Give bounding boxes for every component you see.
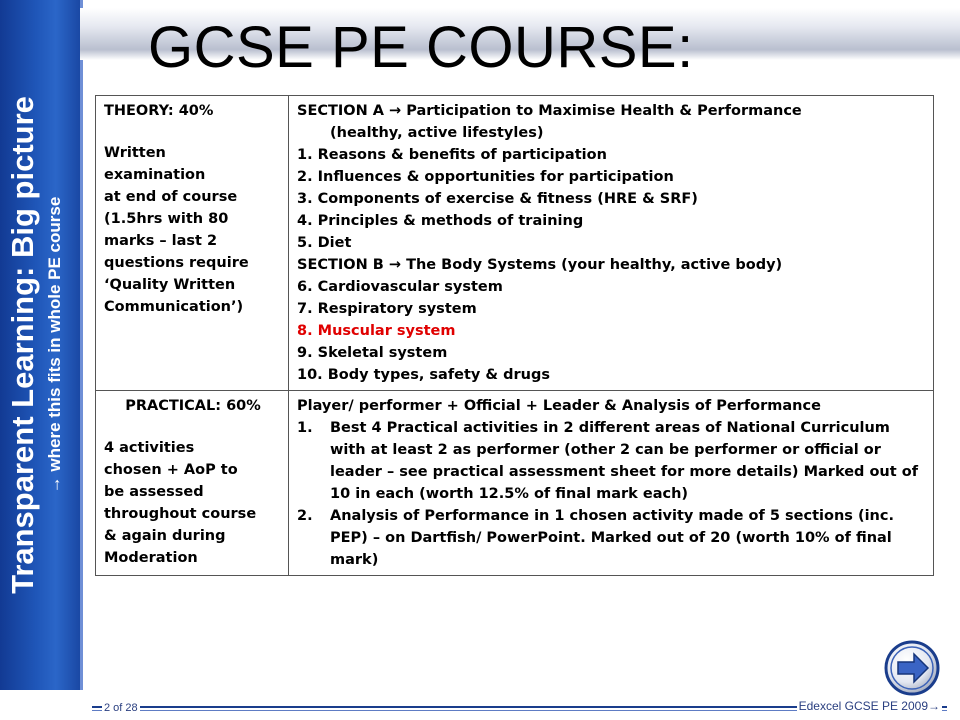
banner-title: Transparent Learning: Big picture (5, 96, 40, 594)
section-b-item: 6. Cardiovascular system (297, 279, 503, 295)
practical-heading: PRACTICAL: 60% (125, 398, 261, 414)
theory-desc-line: Written (104, 145, 166, 161)
footer-brand: Edexcel GCSE PE 2009→ (798, 699, 940, 713)
practical-item (297, 417, 927, 505)
practical-summary: Player/ performer + Official + Leader & Analysis of Performance (297, 398, 821, 414)
section-a-item: 4. Principles & methods of training (297, 213, 584, 229)
spacer (104, 417, 282, 437)
section-a-subheading: (healthy, active lifestyles) (330, 125, 544, 141)
spacer (104, 122, 282, 142)
practical-desc-line: Moderation (104, 550, 198, 566)
theory-desc-line: at end of course (104, 189, 238, 205)
section-a-item: 5. Diet (297, 235, 352, 251)
section-b-item: 10. Body types, safety & drugs (297, 367, 550, 383)
practical-item-text: Best 4 Practical activities in 2 different areas of National Curriculum with at least 2 as performer (other 2 can be performer or official or leader – see practical assessment sheet for more details) Marked out of 10 in each (worth 12.5% of final mark each) (330, 420, 919, 502)
section-a-heading: SECTION A → Participation to Maximise Health & Performance (297, 103, 802, 119)
theory-summary-cell (96, 96, 289, 391)
sidebar-banner (0, 0, 83, 690)
section-b-item-highlighted: 8. Muscular system (297, 323, 456, 339)
practical-item-number: 2. (297, 508, 313, 524)
theory-desc-line: questions require (104, 255, 249, 271)
practical-desc-line: & again during (104, 528, 226, 544)
section-b-item: 7. Respiratory system (297, 301, 477, 317)
section-b-item: 9. Skeletal system (297, 345, 448, 361)
theory-content-cell (289, 96, 934, 391)
practical-summary-cell (96, 391, 289, 576)
theory-row (96, 96, 934, 391)
course-table (95, 95, 934, 576)
practical-desc-line: 4 activities (104, 440, 195, 456)
theory-desc-line: ‘Quality Written (104, 277, 236, 293)
practical-desc-line: throughout course (104, 506, 257, 522)
page-title: GCSE PE COURSE: (148, 15, 694, 80)
practical-desc-line: chosen + AoP to (104, 462, 238, 478)
next-arrow-icon[interactable] (884, 640, 940, 696)
theory-desc-line: Communication’) (104, 299, 244, 315)
banner-text (4, 20, 76, 670)
practical-item-text: Analysis of Performance in 1 chosen activity made of 5 sections (inc. PEP) – on Dartfish/ PowerPoint. Marked out of 20 (worth 10% of final mark) (330, 508, 894, 568)
practical-content-cell (289, 391, 934, 576)
theory-desc-line: marks – last 2 (104, 233, 218, 249)
practical-item (297, 505, 927, 571)
practical-row (96, 391, 934, 576)
banner-subtitle: → where this fits in whole PE course (45, 196, 64, 494)
slide-number: 2 of 28 (104, 702, 138, 714)
practical-item-number: 1. (297, 420, 313, 436)
practical-desc-line: be assessed (104, 484, 204, 500)
section-a-item: 2. Influences & opportunities for participation (297, 169, 674, 185)
theory-desc-line: (1.5hrs with 80 (104, 211, 229, 227)
theory-heading: THEORY: 40% (104, 103, 214, 119)
section-a-item: 3. Components of exercise & fitness (HRE & SRF) (297, 191, 698, 207)
section-a-item: 1. Reasons & benefits of participation (297, 147, 607, 163)
theory-desc-line: examination (104, 167, 206, 183)
section-b-heading: SECTION B → The Body Systems (your healthy, active body) (297, 257, 783, 273)
